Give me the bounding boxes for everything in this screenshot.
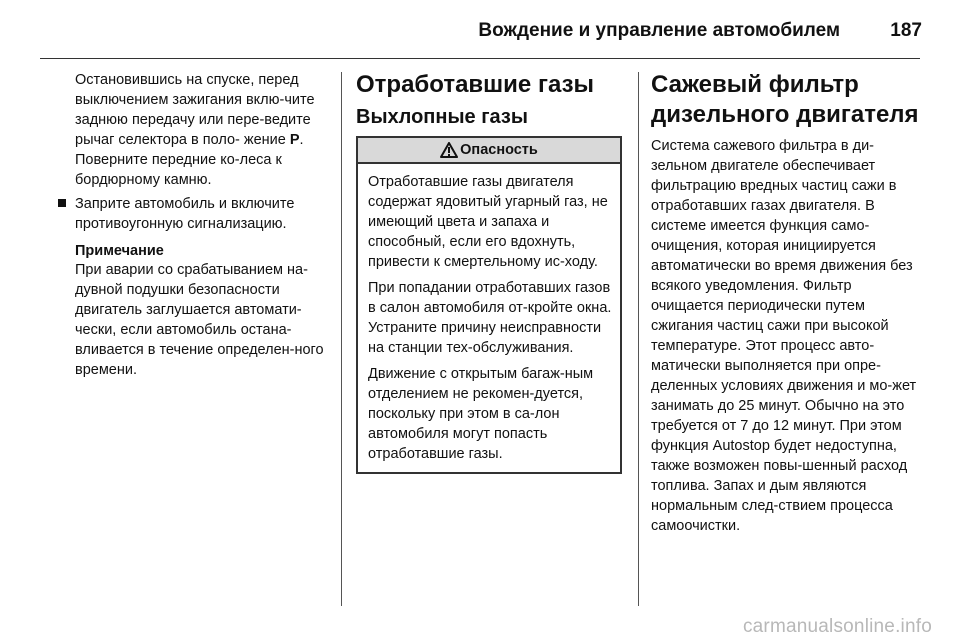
- danger-paragraph-1: Отработавшие газы двигателя содержат ядовитый угарный газ, не имеющий цвета и запаха и способный, если его вдохнуть, привести к смертельному ис-ходу.: [368, 174, 608, 270]
- danger-label: Опасность: [460, 142, 538, 158]
- gear-p-label: P: [289, 132, 300, 148]
- watermark: carmanualsonline.info: [742, 616, 932, 637]
- header-divider: [40, 58, 920, 59]
- column-middle: [356, 70, 622, 474]
- parking-text-1: Остановившись на спуске, перед выключением зажигания вклю-чите заднюю передачу или пере-ведите рычаг селектора в поло-: [75, 72, 315, 148]
- column-divider-2: [638, 72, 639, 606]
- lock-text: Заприте автомобиль и включите противоугонную сигнализацию.: [75, 196, 295, 232]
- filter-body: Система сажевого фильтра в ди-зельном двигателе обеспечивает фильтрацию вредных частиц сажи в отработавших газах двигателя. В системе имеется функция само-очищения, которая инициируется автоматически во время движения без всякого уведомления. Фильтр очищается периодически путем сжигания частиц сажи при высокой температуре. Этот процесс авто-матически выполняется при опре-деленных условиях движения и мо-жет занимать до 25 минут. Обычно на это требуется от 7 до 12 минут. При этом функция Autostop будет недоступна, также возможен повы-шенный расход топлива. Запах и дым являются нормальным след-ствием процесса самоочистки.: [651, 138, 917, 534]
- danger-box: [356, 136, 622, 474]
- bullet-square-icon: [58, 199, 66, 207]
- danger-body: [358, 164, 620, 472]
- section-title: Отработавшие газы: [356, 71, 595, 98]
- column-right: [651, 70, 923, 536]
- column-left: [60, 70, 326, 380]
- danger-header: [358, 138, 620, 164]
- parking-text-3: . Поверните передние ко-леса к бордюрному камню.: [75, 132, 304, 188]
- danger-paragraph-2: При попадании отработавших газов в салон автомобиля от-кройте окна. Устраните причину неисправности на станции тех-обслуживания.: [368, 280, 612, 356]
- danger-paragraph-3: Движение с открытым багаж-ным отделением не рекомен-дуется, поскольку при этом в са-лон автомобиля могут попасть отработавшие газы.: [368, 366, 594, 462]
- column-divider-1: [341, 72, 342, 606]
- filter-section-title: Сажевый фильтр дизельного двигателя: [651, 71, 919, 128]
- list-item-lock: [60, 194, 326, 234]
- warning-triangle-icon: [440, 142, 458, 158]
- page-number: 187: [890, 20, 922, 41]
- note-heading: Примечание: [75, 243, 164, 259]
- note-text: При аварии со срабатыванием на-дувной подушки безопасности двигатель заглушается автомати-чески, если автомобиль останa-вливается в течение определен-ного времени.: [75, 262, 324, 378]
- parking-text-2: жение: [243, 132, 290, 148]
- subsection-title: Выхлопные газы: [356, 106, 528, 128]
- chapter-title: Вождение и управление автомобилем: [478, 20, 840, 41]
- page-header: [0, 0, 960, 58]
- parking-paragraph: [60, 70, 326, 190]
